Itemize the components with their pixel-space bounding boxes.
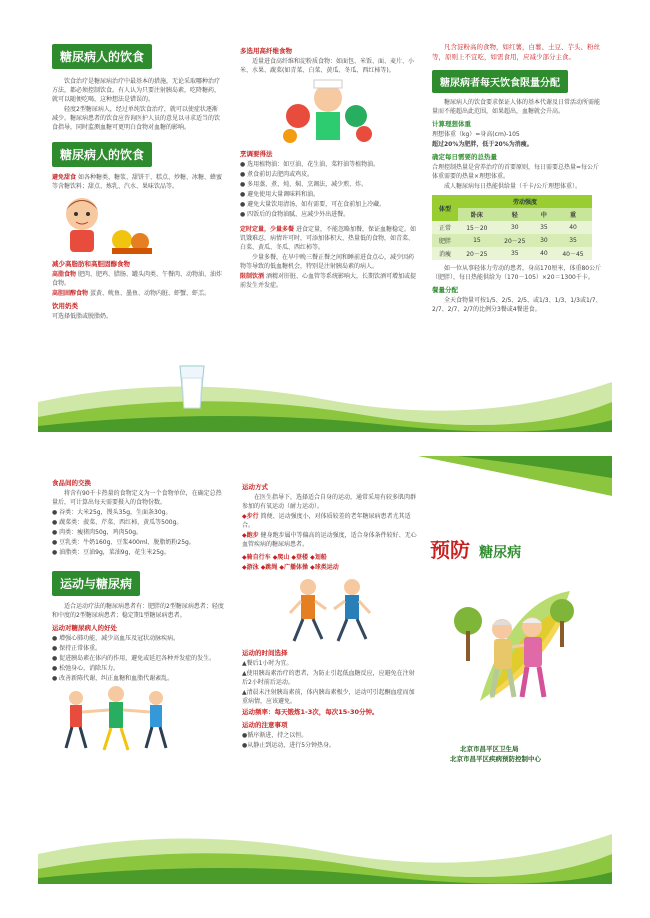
high-cholesterol-heading: 高胆固醇食物 — [52, 290, 89, 297]
family-exercise-illustration — [52, 684, 224, 758]
column-daily-limit — [432, 24, 604, 432]
brochure-inside-panel — [38, 24, 612, 432]
energy-example: 如一位从事轻体力劳动的患者，身高170厘米，体重80公斤（肥胖），每日热能供给为（170－105）×20＝1300千卡。 — [432, 265, 602, 281]
drink-milk-heading: 饮用奶类 — [52, 302, 78, 310]
table-header-level: 卧床 — [470, 212, 483, 219]
meal-distribution-heading: 餐量分配 — [432, 286, 458, 294]
fiber-heading: 多选用高纤维食物 — [240, 47, 292, 55]
exercise-method-heading: 运动方式 — [242, 483, 268, 491]
diet-intro-text: 饮食治疗是糖尿病治疗中最基本的措施，无论采取哪种治疗方法，都必须控制饮食。有人认为只要注射胰岛素，吃降糖药，就可以随便吃喝，这种想法是错误的。 — [52, 78, 221, 103]
sports-list-1: ◆骑自行车 ◆爬山 ◆登楼 ◆划船 — [242, 554, 327, 561]
table-row: 正常 15－20 30 35 40 — [432, 221, 592, 234]
column-cooking — [240, 24, 416, 432]
food-swap-item: ● 豆乳类：牛奶160g、豆浆400ml、脱脂奶粉25g。 — [52, 539, 195, 546]
benefit-item: ● 保持正常体重。 — [52, 645, 102, 652]
cooking-tip: ● 煮食前切去肥肉或鸡皮。 — [240, 171, 314, 178]
org-cdc: 北京市昌平区疾病预防控制中心 — [450, 755, 541, 763]
table-header-level: 轻 — [511, 212, 518, 219]
column-diet-basics — [52, 24, 222, 432]
exercise-time-2: ▲使用胰岛素治疗的患者，为防止引起低血糖反应，应避免在注射后2小时前后运动。 — [242, 670, 415, 686]
food-swap-item: ● 蔬菜类：菠菜、芹菜、西红柿，黄瓜等500g。 — [52, 519, 183, 526]
cooking-tip: ● 避免使用大量调味料和油。 — [240, 191, 320, 198]
cover-title-sub: 糖尿病 — [479, 545, 522, 561]
org-health-bureau: 北京市昌平区卫生局 — [460, 745, 519, 753]
table-header-level: 重 — [570, 212, 577, 219]
ideal-weight-note: 超过20%为肥胖，低于20%为消瘦。 — [432, 141, 533, 148]
brochure-outside-panel — [38, 456, 612, 884]
benefit-item: ● 改善新陈代谢，纠正血糖和血脂代谢紊乱。 — [52, 675, 174, 682]
energy-table — [432, 195, 592, 260]
exercise-time-heading: 运动的时间选择 — [242, 649, 288, 657]
table-header-labor: 劳动强度 — [512, 199, 537, 206]
meal-distribution-text: 全天食物量可按1/5、2/5、2/5、或1/3、1/3、1/3或1/7、2/7、2/7、2/7的比例分3餐或4餐进食。 — [432, 297, 602, 313]
table-header-level: 中 — [540, 212, 547, 219]
benefit-item: ● 松弛身心，消除压力。 — [52, 665, 120, 672]
exercise-time-3: ▲清晨未注射胰岛素前，体内胰岛素极少，运动可引起酮血症而加重病情，应该避免。 — [242, 689, 415, 705]
section-title-diet-2: 糖尿病人的饮食 — [52, 142, 152, 167]
food-swap-item: ● 肉类：瘦猪肉50g，鸡肉50g。 — [52, 529, 143, 536]
section-title-exercise: 运动与糖尿病 — [52, 571, 140, 596]
exercise-note-2: ●从静止到运动，进行5分钟热身。 — [242, 742, 336, 749]
exercise-time-1: ▲餐后1小时为宜。 — [242, 660, 293, 667]
exercise-intro: 适合运动疗法的糖尿病患者有：肥胖的2型糖尿病患者；轻度和中度的2型糖尿病患者；稳定期1型糖尿病患者。 — [52, 603, 224, 619]
food-swap-text: 将含有90千卡热量的食物定义为一个食物单位，在确定总热量后，可计算出每天需要摄入的食物份数。 — [52, 490, 222, 506]
reduce-fat-heading: 减少高脂肪和高胆固醇食物 — [52, 260, 130, 268]
exercise-notes-heading: 运动的注意事项 — [242, 721, 288, 729]
walking-heading: ◆步行 — [242, 513, 259, 520]
section-title-diet: 糖尿病人的饮食 — [52, 44, 152, 69]
alcohol-text: 酒精对肝脏、心血管等系统影响大，长期饮酒可增加或提前发生并发症。 — [240, 273, 416, 289]
walking-text: 简便、运动强度小，对体质较差的老年糖尿病患者尤其适合。 — [242, 513, 411, 529]
timing-text: 进食定量，不能忽略加餐，保证血糖稳定。如饥饿难忍，病情许可时，可添加体积大、热量低的食物，如青菜、白菜、黄瓜、冬瓜、西红柿等。 — [240, 226, 416, 251]
total-energy-text: 合理控制热量是营养治疗的首要原则，每日需要总热量=每公斤体重需要的热量×理想体重。 — [432, 164, 600, 180]
meals-text: 少量多餐，在早中晚三餐正餐之间和睡前进食点心，减少因药物等导致的低血糖机会，特别是注射胰岛素的病人。 — [240, 254, 415, 270]
cooking-tip: ● 多用蒸、煮、炖、焖、烹调法，减少煎、炸。 — [240, 181, 368, 188]
exercise-method-text: 在医生指导下，选择适合自身的运动，通常采用有较多肌肉群参加的有氧运动（耐力运动）。 — [242, 494, 417, 510]
sports-list-2: ◆游泳 ◆跳绳 ◆广播体操 ◆球类运动 — [242, 564, 339, 571]
exercise-frequency: 运动频率：每天锻炼1-3次，每次15-30分钟。 — [242, 708, 379, 716]
ideal-weight-formula: 理想体重（kg）=身高(cm)-105 — [432, 131, 520, 138]
food-swap-item: ● 谷类：大米25g，馒头35g，生面条30g。 — [52, 509, 172, 516]
cooking-heading: 烹调要得法 — [240, 150, 273, 158]
daily-limit-intro: 糖尿病人的饮食要求保证人体的基本代谢及日常活动所需能量而不能超出此范围，如果超出，血糖就会升高。 — [432, 99, 601, 115]
timing-heading: 定时定量，少量多餐 — [240, 226, 295, 233]
exercise-note-1: ●循序渐进，持之以恒。 — [242, 732, 308, 739]
high-fat-heading: 高脂食物 — [52, 271, 77, 278]
table-header-type: 体型 — [438, 205, 451, 213]
drink-milk-text: 可选择低脂或脱脂奶。 — [52, 313, 113, 320]
running-couple-illustration — [242, 573, 418, 645]
girl-eating-illustration — [52, 192, 222, 256]
cover-title — [430, 534, 612, 563]
cover-title-main: 预防 — [430, 538, 470, 562]
alcohol-heading: 限制饮酒 — [240, 273, 265, 280]
section-title-daily-limit: 糖尿病者每天饮食限量分配 — [432, 70, 568, 93]
table-row: 肥胖 15 20－25 30 35 — [432, 234, 592, 247]
elderly-couple-illustration — [450, 581, 612, 715]
column-exercise — [52, 456, 224, 884]
ideal-weight-heading: 计算理想体重 — [432, 120, 471, 128]
high-cholesterol-text: 蛋黄、鱿鱼、墨鱼、动物内脏、虾蟹、虾羔。 — [89, 290, 210, 297]
cooking-tip: ● 四饭后的食物油腻，应减少外出进餐。 — [240, 211, 350, 218]
food-swap-item: ● 油脂类：豆油9g，菜油9g，花生米25g。 — [52, 549, 170, 556]
running-text: 健身跑步属中等偏高的运动强度，适合身体条件较好、无心血管疾病的糖尿病患者。 — [242, 532, 417, 548]
cooking-tip: ● 避免大量饮用清汤，如有需要，可在食前加上冷藏。 — [240, 201, 386, 208]
vegetable-chef-illustration — [240, 76, 416, 146]
benefit-item: ● 增强心肺功能，减少高血压及冠状动脉疾病。 — [52, 635, 180, 642]
running-heading: ◆跑步 — [242, 532, 259, 539]
cooking-tip: ● 选用植物油：如豆油、花生油、菜籽油等植物油。 — [240, 161, 380, 168]
diet-intro-text-2: 轻度2型糖尿病人，经过单纯饮食治疗，就可以使症状逐渐减少。糖尿病患者的饮食应咨询医护人员的意见以寻求适当的饮食指导，同时监测血糖可更明白食物对血糖的影响。 — [52, 106, 221, 131]
milk-glass-illustration — [172, 362, 212, 416]
column-exercise-methods — [242, 456, 418, 884]
high-fat-text: 肥肉、肥鸡、腊肠、罐头肉类、午餐肉、动物油、油炸食物。 — [52, 271, 222, 287]
food-swap-heading: 食品间的交换 — [52, 479, 91, 487]
avoid-sweets-text: 如各种糖类、糖浆、甜饼干、糕点、炒糖、冰糖、蜂蜜等含糖饮料；甜点、炼乳、汽水、果味饮品等。 — [52, 174, 222, 190]
fiber-text: 适量进食高纤维和淀粉质食物：如面包、米饭、面、麦片、小米、水果、蔬菜(如青菜、白菜、黄瓜、冬瓜、西红柿等)。 — [240, 58, 415, 74]
benefits-heading: 运动对糖尿病人的好处 — [52, 624, 117, 632]
avoid-sweets-heading: 避免甜食 — [52, 174, 77, 181]
total-energy-text-2: 成人糖尿病每日热能供给量（千卡/公斤理想体重）。 — [444, 183, 582, 190]
column-cover — [430, 456, 612, 884]
total-energy-heading: 确定每日需要的总热量 — [432, 153, 497, 161]
table-row: 消瘦 20－25 35 40 40－45 — [432, 247, 592, 260]
benefit-item: ● 促进胰岛素在体内的作用，避免或延迟各种并发症的发生。 — [52, 655, 216, 662]
starch-note: 凡含淀粉高的食物，如红薯，白薯、土豆、芋头、粉丝等，原则上不宜吃，如需食用，应减少部分主食。 — [432, 43, 600, 61]
